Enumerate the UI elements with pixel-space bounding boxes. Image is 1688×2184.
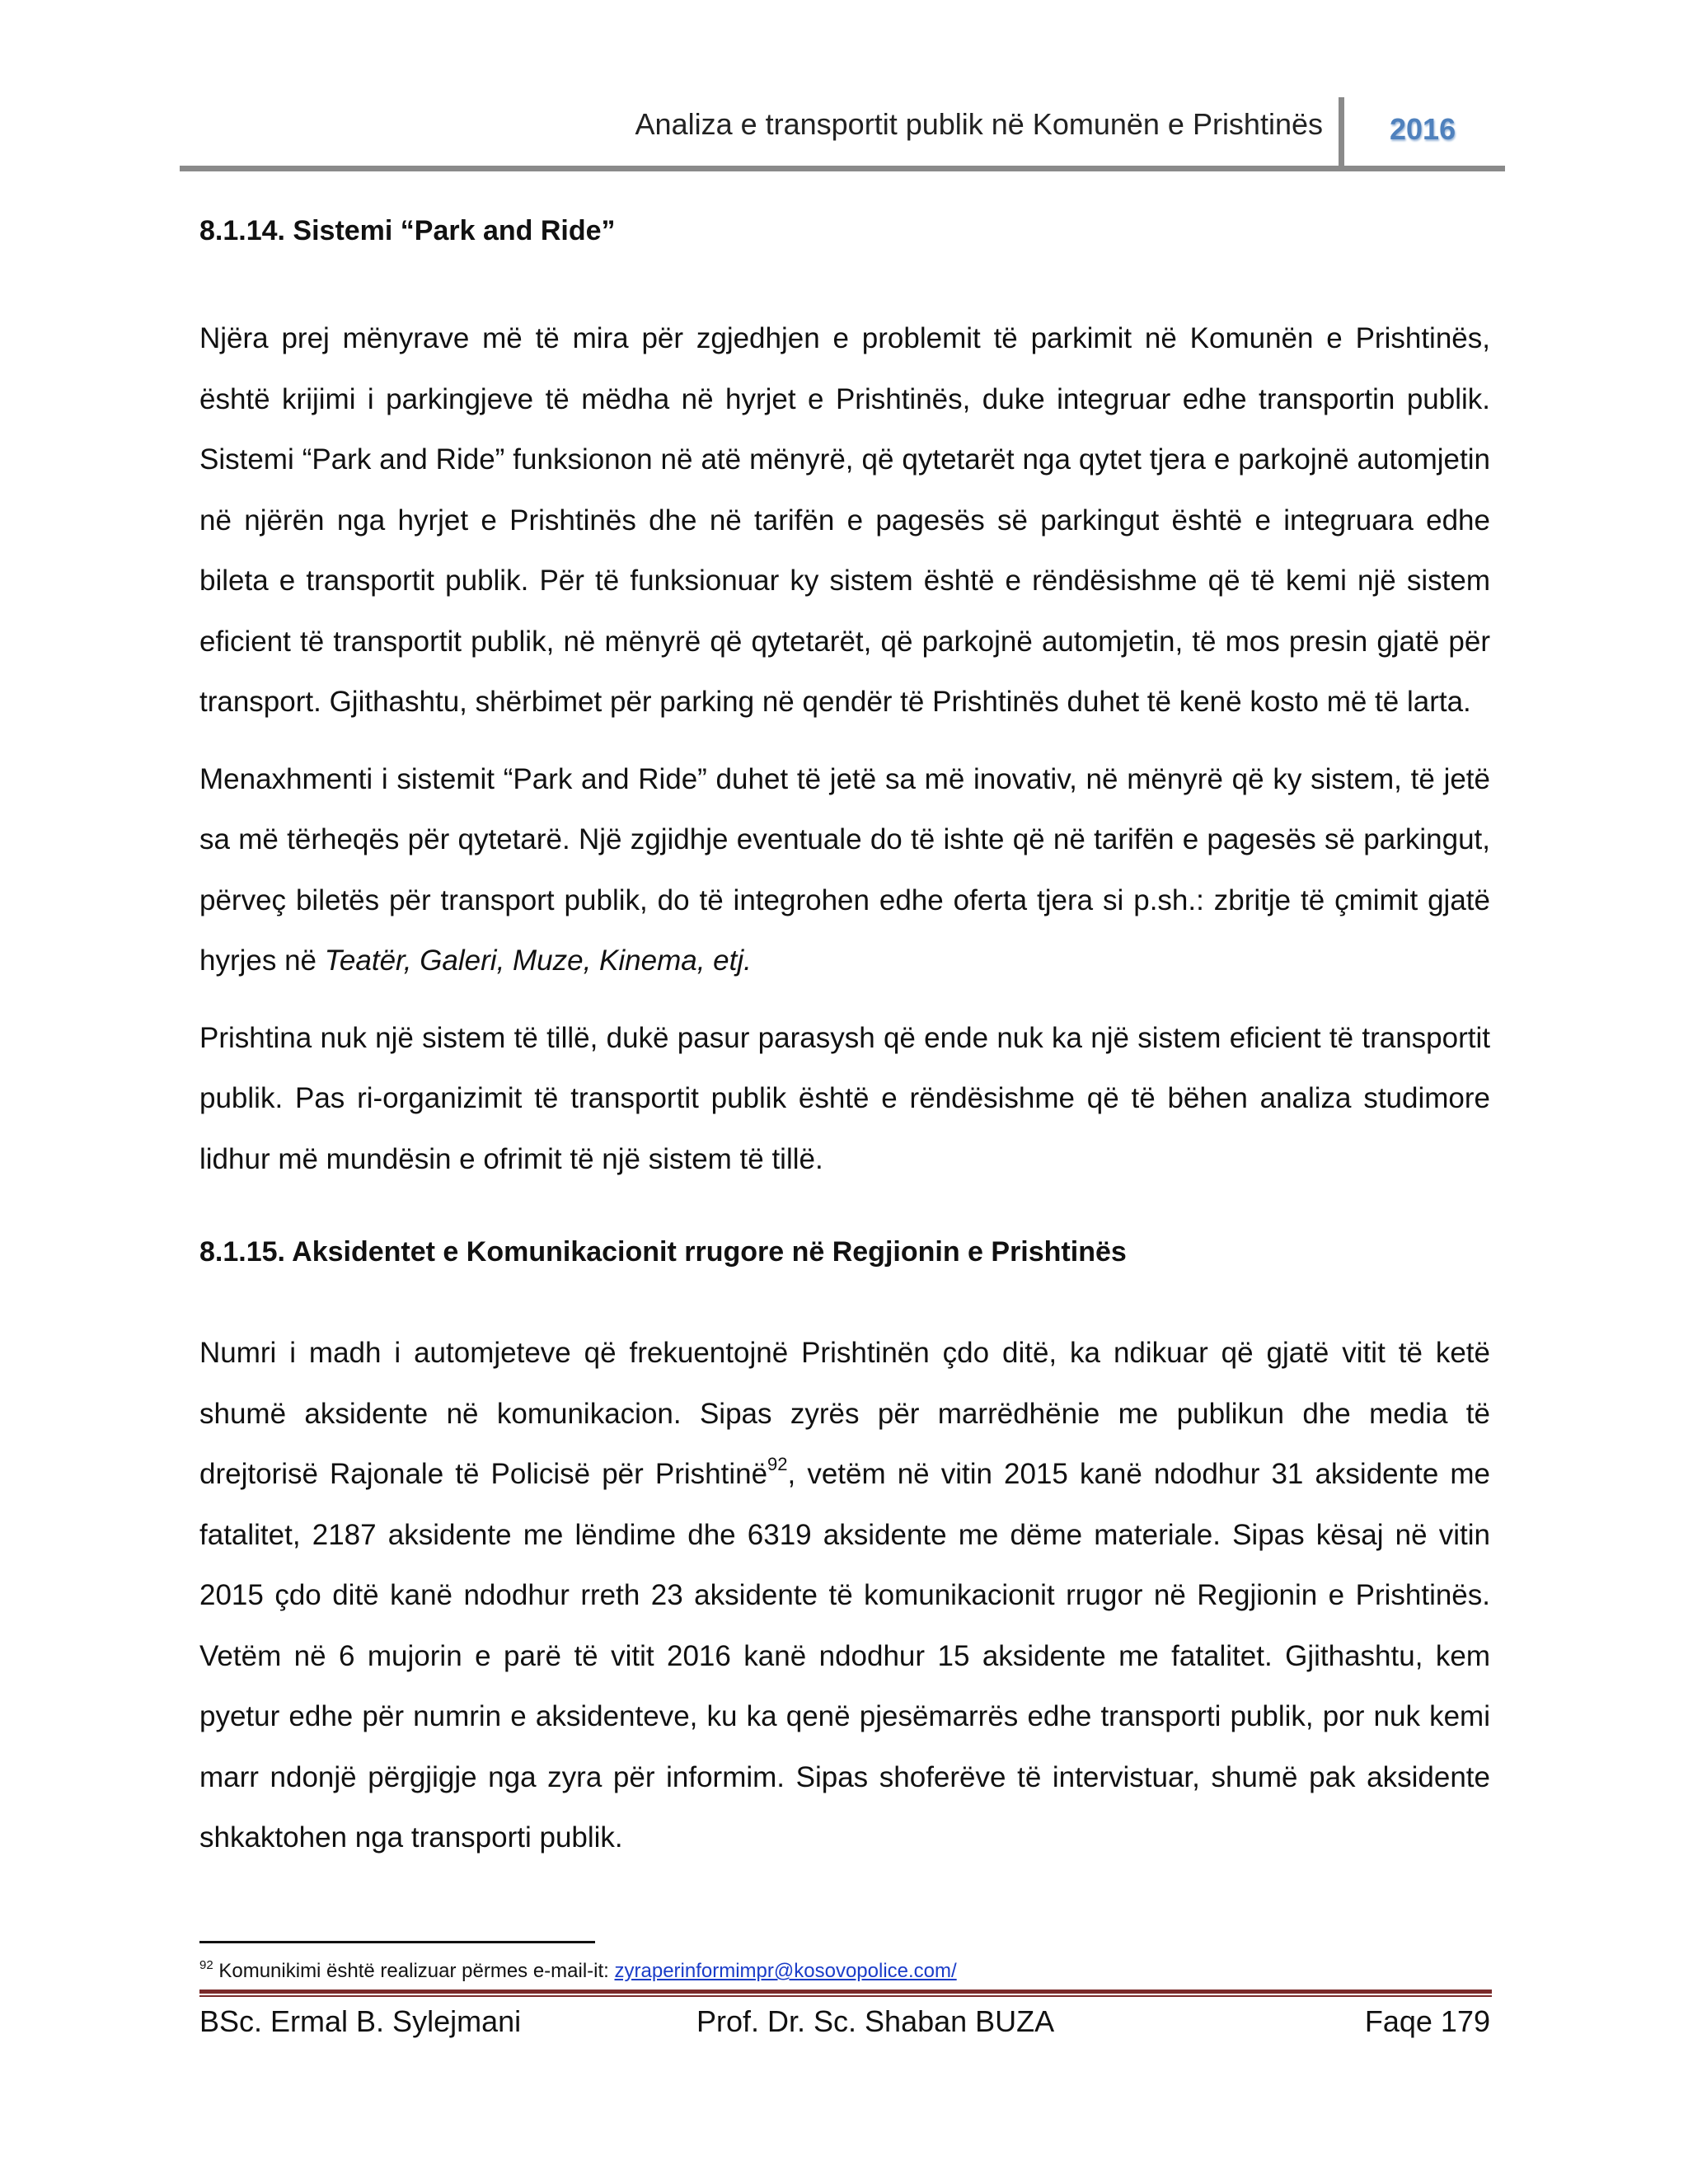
paragraph-text: Numri i madh i automjeteve që frekuentojnë Prishtinën çdo ditë, ka ndikuar që gjatë vitit të ketë shumë aksidente në komunikacion. Sipas zyrës për marrëdhënie me publikun dhe media të drejtorisë Rajonale të Policisë për Prishtinë — [199, 1337, 1490, 1490]
section-heading-accidents: 8.1.15. Aksidentet e Komunikacionit rrugore në Regjionin e Prishtinës — [199, 1236, 1127, 1268]
page-body — [199, 206, 1490, 1868]
footnote-number: 92 — [199, 1958, 213, 1972]
footnote-reference[interactable]: 92 — [767, 1454, 788, 1474]
footnote-separator — [199, 1941, 595, 1943]
footer-rule-thin — [199, 1995, 1492, 1997]
footer-page-number: Faqe 179 — [1364, 2004, 1490, 2038]
header-rule — [180, 166, 1505, 171]
paragraph-text: Menaxhmenti i sistemit “Park and Ride” duhet të jetë sa më inovativ, në mënyrë që ky sistem, të jetë sa më tërheqës për qytetarë. Një zgjidhje eventuale do të ishte që në tarifën e pagesës së parkingut, përveç biletës për transport publik, do të integrohen edhe oferta tjera si p.sh.: zbritje të çmimit gjatë hyrjes në — [199, 762, 1490, 977]
header-divider — [1339, 97, 1344, 168]
running-header-title: Analiza e transportit publik në Komunën e Prishtinës — [635, 107, 1323, 141]
footnote — [199, 1958, 957, 1983]
footnote-text: Komunikimi është realizuar përmes e-mail-it: — [213, 1960, 615, 1982]
section-heading-park-and-ride: 8.1.14. Sistemi “Park and Ride” — [199, 215, 616, 246]
paragraph: Njëra prej mënyrave më të mira për zgjedhjen e problemit të parkimit në Komunën e Prishtinës, është krijimi i parkingjeve të mëdha në hyrjet e Prishtinës, duke integruar edhe transportin publik. Sistemi “Park and Ride” funksionon në atë mënyrë, që qytetarët nga qytet tjera e parkojnë automjetin në njërën nga hyrjet e Prishtinës dhe në tarifën e pagesës së parkingut është e integruara edhe bileta e transportit publik. Për të funksionuar ky sistem është e rëndësishme që të kemi një sistem eficient të transportit publik, në mënyrë që qytetarët, që parkojnë automjetin, të mos presin gjatë për transport. Gjithashtu, shërbimet për parking në qendër të Prishtinës duhet të kenë kosto më të larta. — [199, 322, 1490, 718]
footer-rule — [199, 1990, 1492, 1994]
footer-author: BSc. Ermal B. Sylejmani — [199, 2004, 522, 2038]
footer-supervisor: Prof. Dr. Sc. Shaban BUZA — [696, 2004, 1055, 2038]
footnote-email-link[interactable]: zyraperinformimpr@kosovopolice.com/ — [614, 1960, 957, 1982]
paragraph — [199, 749, 1490, 991]
paragraph: Prishtina nuk një sistem të tillë, dukë pasur parasysh që ende nuk ka një sistem eficient të transportit publik. Pas ri-organizimit të transportit publik është e rëndësishme që të bëhen analiza studimore lidhur më mundësin e ofrimit të një sistem të tillë. — [199, 1021, 1490, 1175]
paragraph-text: , vetëm në vitin 2015 kanë ndodhur 31 aksidente me fatalitet, 2187 aksidente me lëndime dhe 6319 aksidente me dëme materiale. Sipas kësaj në vitin 2015 çdo ditë kanë ndodhur rreth 23 aksidente të komunikacionit rrugor në Regjionin e Prishtinës. Vetëm në 6 mujorin e parë të vitit 2016 kanë ndodhur 15 aksidente me fatalitet. Gjithashtu, kem pyetur edhe për numrin e aksidenteve, ku ka qenë pjesëmarrës edhe transporti publik, por nuk kemi marr ndonjë përgjigje nga zyra për informim. Sipas shoferëve të intervistuar, shumë pak aksidente shkaktohen nga transporti publik. — [199, 1458, 1490, 1854]
header-year: 2016 — [1390, 112, 1456, 146]
paragraph-italic-text: Teatër, Galeri, Muze, Kinema, etj. — [324, 944, 752, 977]
paragraph — [199, 1323, 1490, 1868]
